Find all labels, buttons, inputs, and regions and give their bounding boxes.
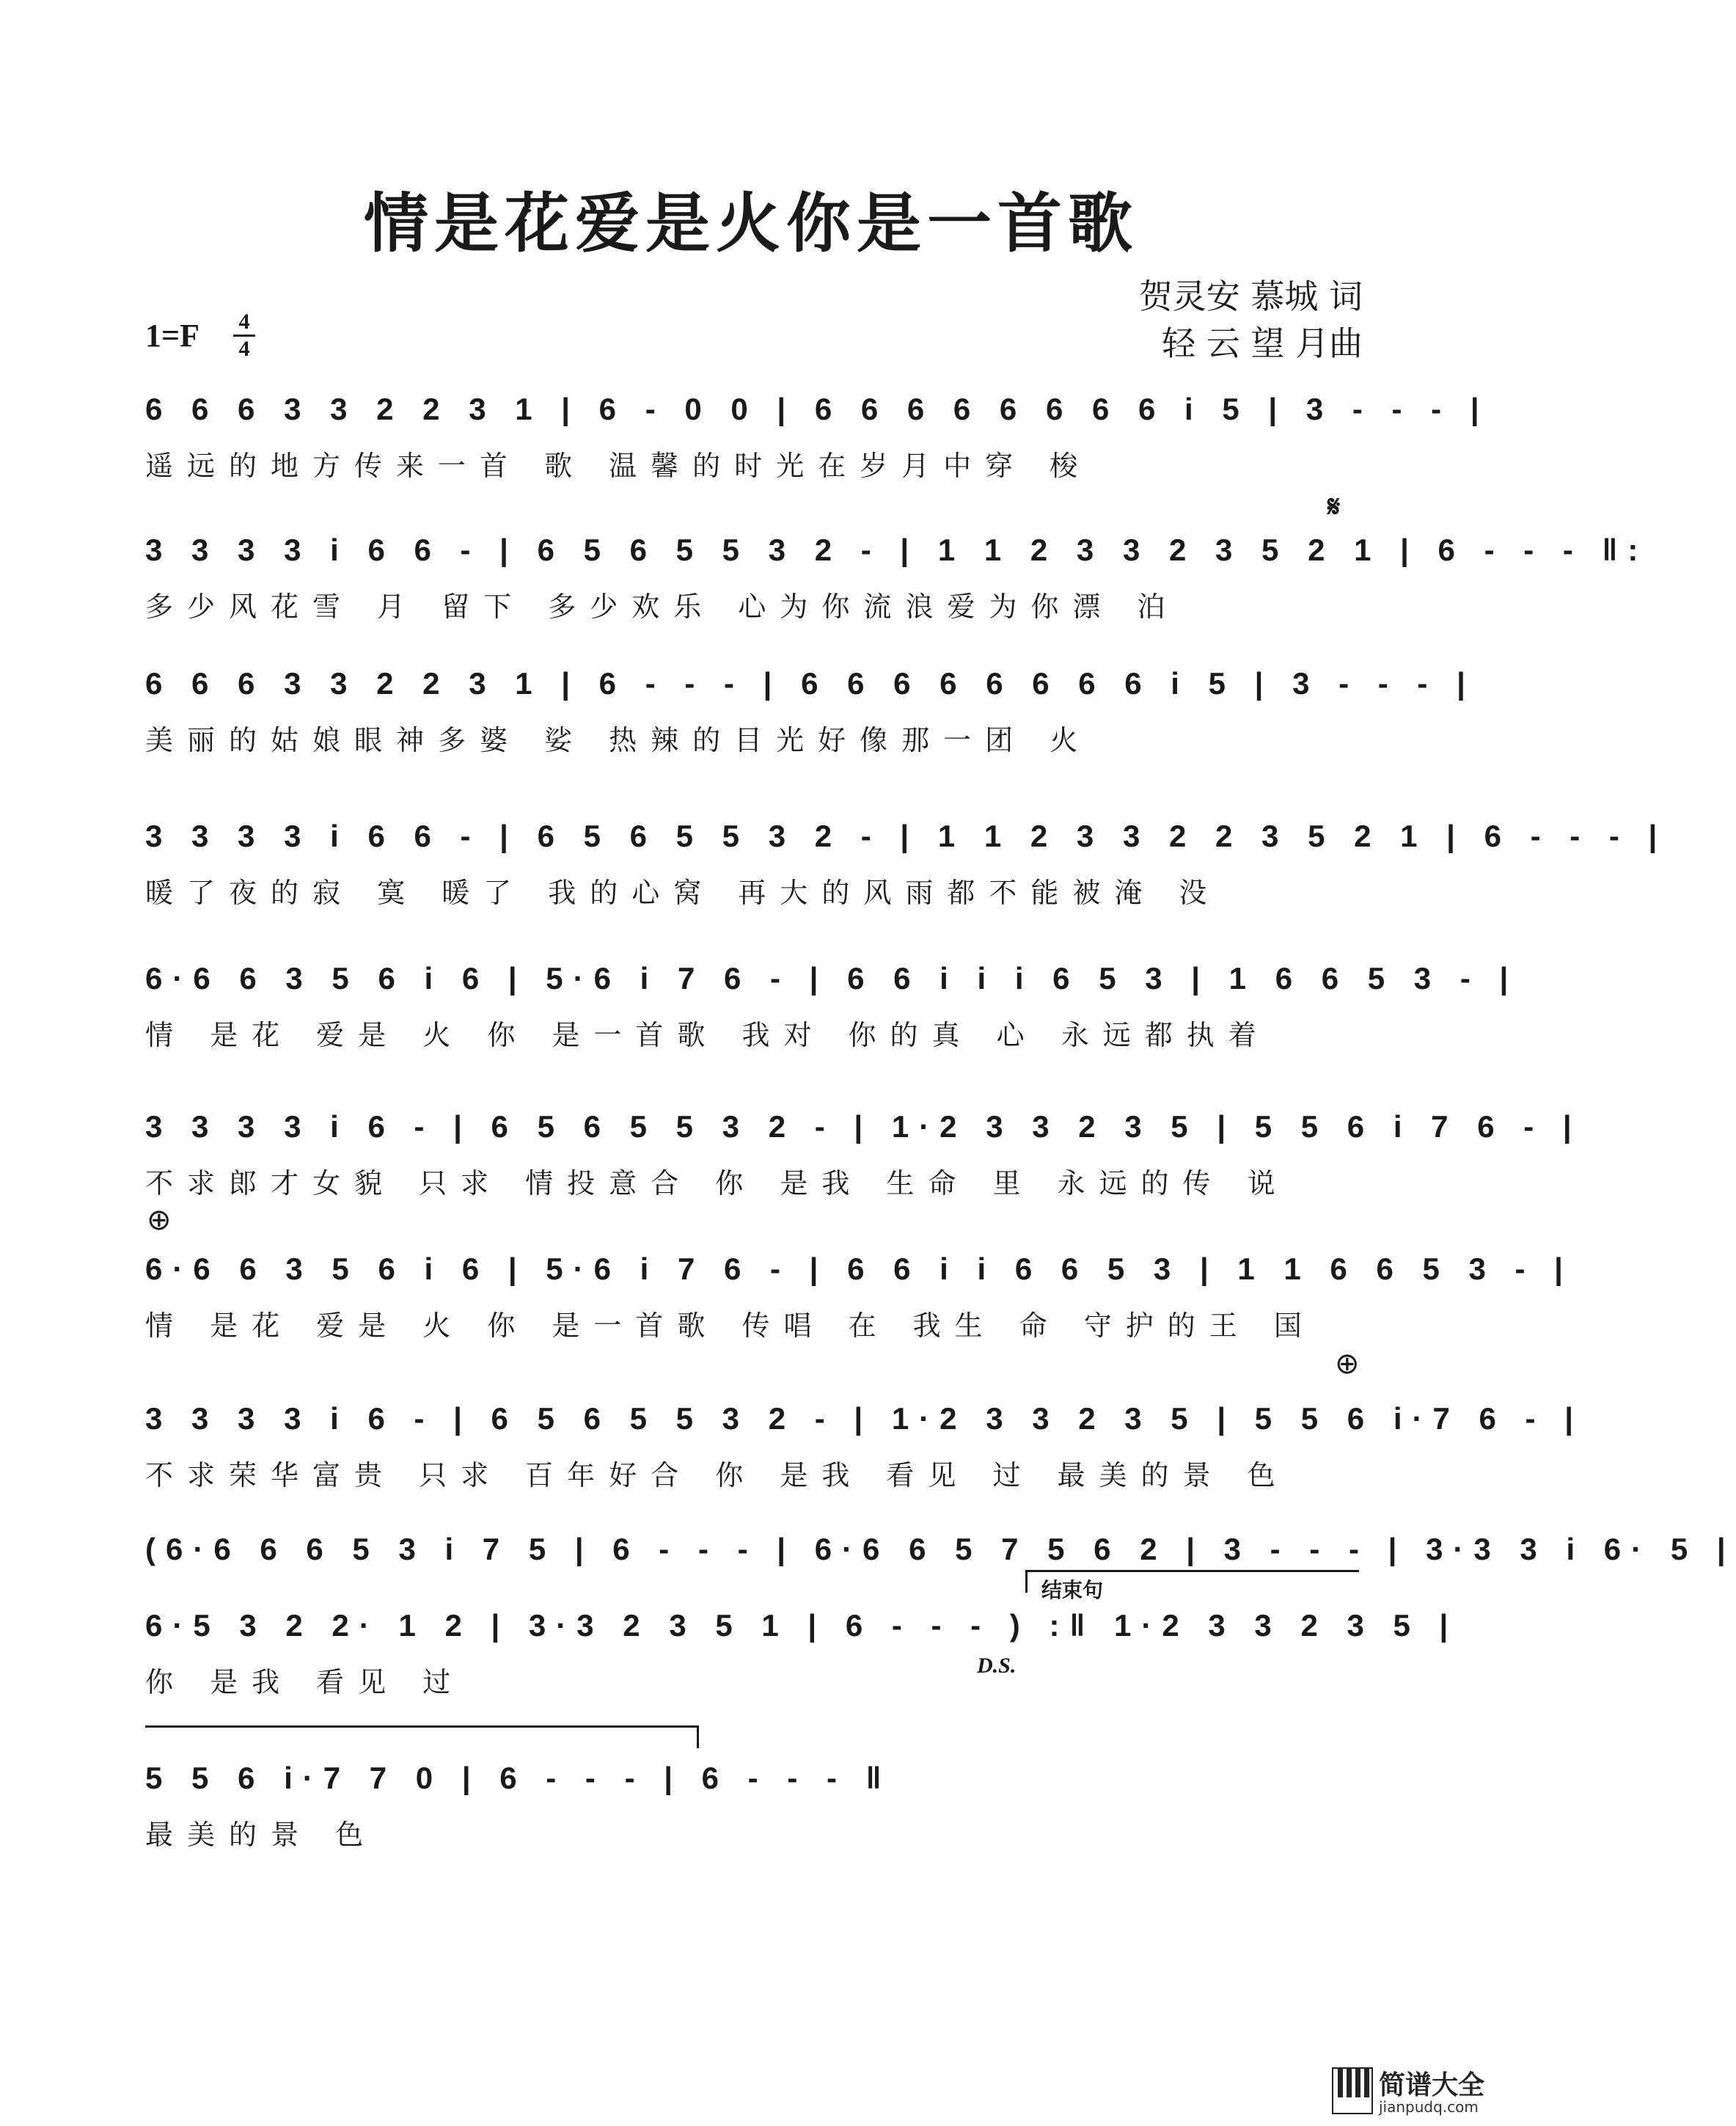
system-7-lyrics: 情 是花 爱是 火 你 是一首歌 传唱 在 我生 命 守护的王 国: [145, 1309, 1316, 1342]
system-2: [145, 530, 1649, 624]
segno-sign: 𝄋: [1327, 490, 1341, 524]
time-top: 4: [238, 310, 250, 334]
watermark-url: jianpudq.com: [1379, 2098, 1479, 2116]
key-signature: 1=F: [145, 318, 199, 354]
system-11: [145, 1758, 1355, 1852]
system-6-notes: 3 3 3 3 i 6 - | 6 5 6 5 5 3 2 - | 1·2 3 3 2 3 5 | 5 5 6 i 7 6 - |: [145, 1109, 1582, 1144]
system-9-notes: (6·6 6 6 5 3 i 7 5 | 6 - - - | 6·6 6 5 7 5 6 2 | 3 - - - | 3·3 3 i 6· 5 |: [145, 1532, 1736, 1566]
piano-keys-icon: [1332, 2067, 1373, 2114]
system-5: [145, 958, 1519, 1052]
coda-sign-1: ⊕: [147, 1203, 172, 1237]
system-4: [145, 816, 1668, 910]
ds-marking: D.S.: [977, 1654, 1017, 1678]
system-8: [145, 1398, 1583, 1492]
watermark-logo: [1332, 2063, 1495, 2122]
system-2-lyrics: 多少风花雪 月 留下 多少欢乐 心为你流浪爱为你漂 泊: [145, 591, 1179, 623]
system-7-notes: 6·6 6 3 5 6 i 6 | 5·6 i 7 6 - | 6 6 i i 6 6 5 3 | 1 1 6 6 5 3 - |: [145, 1252, 1573, 1286]
system-4-notes: 3 3 3 3 i 6 6 - | 6 5 6 5 5 3 2 - | 1 1 2 3 3 2 2 3 5 2 1 | 6 - - - |: [145, 819, 1668, 853]
system-10-notes: 6·5 3 2 2· 1 2 | 3·3 2 3 5 1 | 6 - - - ) :‖ 1·2 3 3 2 3 5 |: [145, 1608, 1459, 1643]
time-bottom: 4: [238, 337, 250, 361]
watermark-name: 简谱大全: [1379, 2070, 1485, 2100]
composer-credit: 轻 云 望 月曲: [1162, 324, 1363, 363]
volta-bracket-continued: [145, 1725, 699, 1748]
coda-sign-2: ⊕: [1335, 1347, 1360, 1381]
system-2-notes: 3 3 3 3 i 6 6 - | 6 5 6 5 5 3 2 - | 1 1 2 3 3 2 3 5 2 1 | 6 - - - ‖:: [145, 533, 1649, 567]
lyricist-credit: 贺灵安 慕城 词: [1138, 277, 1363, 316]
system-1-notes: 6 6 6 3 3 2 2 3 1 | 6 - 0 0 | 6 6 6 6 6 6 6 6 i 5 | 3 - - - |: [145, 392, 1490, 426]
system-5-lyrics: 情 是花 爱是 火 你 是一首歌 我对 你的真 心 永远都执着: [145, 1019, 1270, 1051]
time-signature: [233, 311, 255, 360]
system-8-lyrics: 不求荣华富贵 只求 百年好合 你 是我 看见 过 最美的景 色: [145, 1459, 1289, 1491]
system-8-notes: 3 3 3 3 i 6 - | 6 5 6 5 5 3 2 - | 1·2 3 3 2 3 5 | 5 5 6 i·7 6 - |: [145, 1401, 1583, 1436]
system-11-notes: 5 5 6 i·7 7 0 | 6 - - - | 6 - - - ‖: [145, 1761, 892, 1795]
system-1-lyrics: 遥远的地方传来一首 歌 温馨的时光在岁月中穿 梭: [145, 450, 1092, 482]
page-title: 情是花爱是火你是一首歌: [363, 185, 1138, 261]
system-11-lyrics: 最美的景 色: [145, 1819, 378, 1851]
volta-label: 结束句: [1041, 1578, 1104, 1602]
system-10-lyrics: 你 是我 看见 过: [145, 1666, 465, 1698]
system-1: [145, 389, 1490, 483]
system-3-notes: 6 6 6 3 3 2 2 3 1 | 6 - - - | 6 6 6 6 6 6 6 6 i 5 | 3 - - - |: [145, 666, 1476, 701]
system-4-lyrics: 暖了夜的寂 寞 暖了 我的心窝 再大的风雨都不能被淹 没: [145, 877, 1221, 909]
system-6: [145, 1106, 1582, 1200]
credits: [1139, 273, 1363, 367]
system-9: [145, 1529, 1736, 1570]
system-3-lyrics: 美丽的姑娘眼神多婆 娑 热辣的目光好像那一团 火: [145, 724, 1092, 756]
system-7: [145, 1249, 1573, 1343]
system-6-lyrics: 不求郎才女貌 只求 情投意合 你 是我 生命 里 永远的传 说: [145, 1167, 1289, 1199]
system-3: [145, 663, 1476, 757]
system-5-notes: 6·6 6 3 5 6 i 6 | 5·6 i 7 6 - | 6 6 i i i 6 5 3 | 1 6 6 5 3 - |: [145, 961, 1519, 996]
system-10: [145, 1605, 1459, 1699]
